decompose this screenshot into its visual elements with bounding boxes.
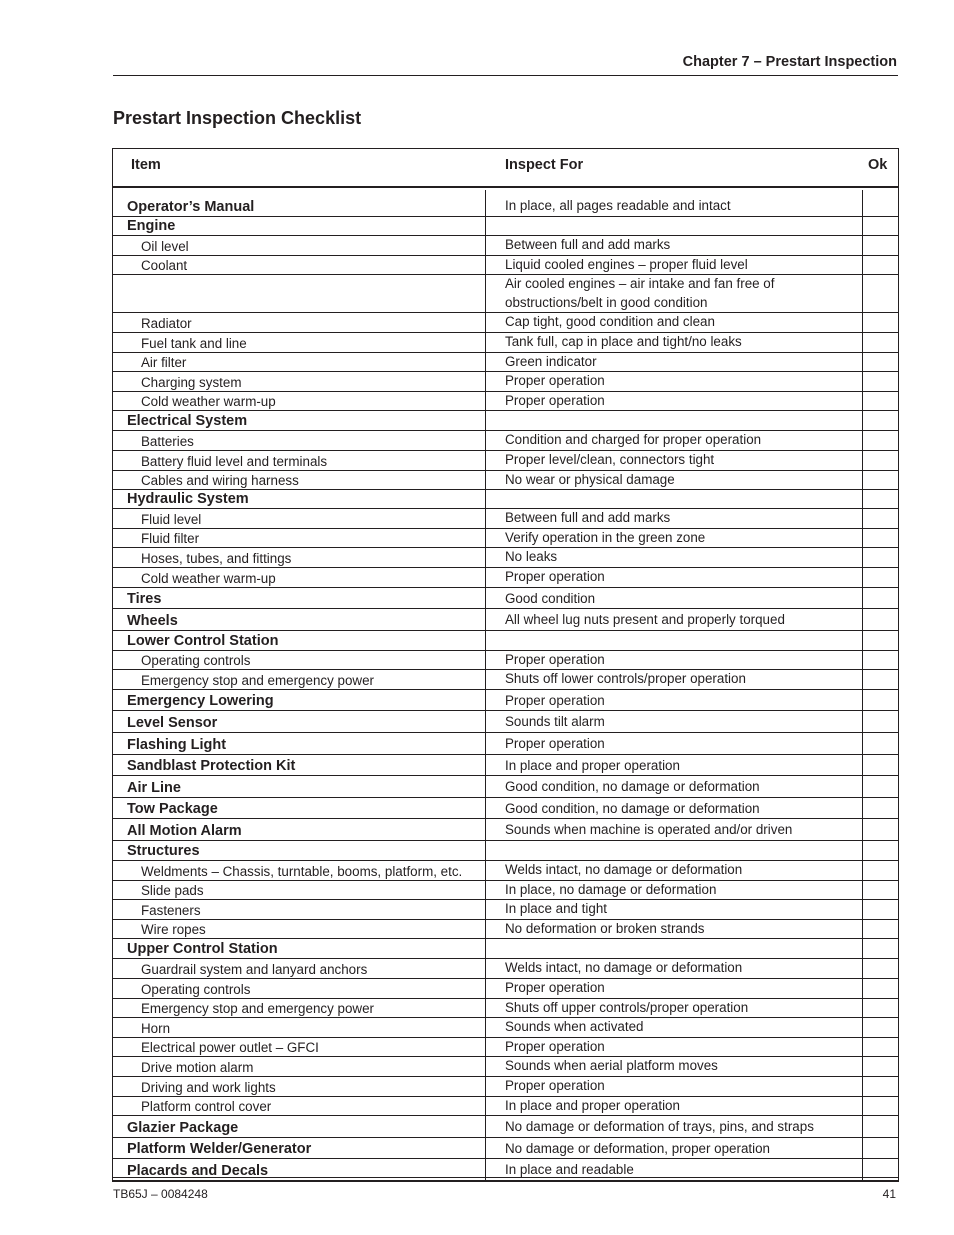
table-row — [113, 979, 898, 999]
page-title: Prestart Inspection Checklist — [113, 108, 362, 128]
inspect-for-text: In place, all pages readable and intact — [486, 190, 862, 217]
item-subitem — [113, 275, 486, 313]
item-category: Air Line — [113, 776, 486, 798]
column-header-item: Item — [131, 157, 161, 173]
table-row — [113, 490, 898, 509]
table-row — [113, 548, 898, 568]
ok-checkbox-cell[interactable] — [862, 631, 898, 651]
item-category: Level Sensor — [113, 711, 486, 733]
ok-checkbox-cell[interactable] — [862, 1077, 898, 1097]
inspect-for-text: Shuts off upper controls/proper operation — [486, 999, 862, 1019]
inspect-for-text: Good condition, no damage or deformation — [486, 798, 862, 820]
item-subitem: Fluid filter — [113, 529, 486, 549]
chapter-heading: Chapter 7 – Prestart Inspection — [682, 54, 897, 70]
inspect-cell — [486, 959, 898, 979]
table-row — [113, 275, 898, 313]
inspect-cell — [486, 451, 898, 471]
ok-checkbox-cell[interactable] — [862, 900, 898, 920]
inspect-cell — [486, 920, 898, 940]
inspect-for-text: Welds intact, no damage or deformation — [486, 959, 862, 979]
inspect-cell — [486, 1097, 898, 1117]
table-row — [113, 431, 898, 451]
table-row — [113, 1038, 898, 1058]
inspect-cell — [486, 236, 898, 256]
inspect-for-text: Cap tight, good condition and clean — [486, 313, 862, 333]
inspect-cell — [486, 431, 898, 451]
inspect-cell — [486, 733, 898, 755]
item-subitem: Platform control cover — [113, 1097, 486, 1117]
item-subitem: Cold weather warm-up — [113, 568, 486, 588]
ok-checkbox-cell[interactable] — [862, 509, 898, 529]
table-row — [113, 861, 898, 881]
inspect-cell — [486, 333, 898, 353]
inspect-for-text: In place and readable — [486, 1159, 862, 1181]
table-row — [113, 313, 898, 333]
inspect-cell — [486, 670, 898, 690]
table-row — [113, 236, 898, 256]
inspect-cell — [486, 651, 898, 671]
ok-checkbox-cell[interactable] — [862, 1057, 898, 1077]
ok-checkbox-cell[interactable] — [862, 548, 898, 568]
item-category: Lower Control Station — [113, 631, 486, 651]
inspect-cell — [486, 217, 898, 236]
inspect-for-text: Good condition, no damage or deformation — [486, 776, 862, 798]
item-subitem: Fuel tank and line — [113, 333, 486, 353]
table-row — [113, 471, 898, 491]
ok-checkbox-cell[interactable] — [862, 959, 898, 979]
ok-checkbox-cell[interactable] — [862, 236, 898, 256]
item-subitem: Slide pads — [113, 881, 486, 901]
item-subitem: Emergency stop and emergency power — [113, 670, 486, 690]
inspect-cell — [486, 798, 898, 820]
item-category: Electrical System — [113, 411, 486, 431]
item-category: Glazier Package — [113, 1116, 486, 1138]
table-row — [113, 568, 898, 588]
item-subitem: Horn — [113, 1018, 486, 1038]
table-row — [113, 651, 898, 671]
inspect-cell — [486, 190, 898, 217]
document-id: TB65J – 0084248 — [113, 1187, 208, 1201]
table-row — [113, 1097, 898, 1117]
ok-checkbox-cell[interactable] — [862, 609, 898, 631]
item-subitem: Driving and work lights — [113, 1077, 486, 1097]
ok-checkbox-cell[interactable] — [862, 755, 898, 777]
inspect-cell — [486, 776, 898, 798]
inspect-for-text: Air cooled engines – air intake and fan free of obstructions/belt in good condition — [486, 275, 862, 313]
ok-checkbox-cell[interactable] — [862, 819, 898, 841]
ok-checkbox-cell[interactable] — [862, 411, 898, 431]
inspect-for-text: No wear or physical damage — [486, 471, 862, 491]
inspect-for-text: Tank full, cap in place and tight/no leaks — [486, 333, 862, 353]
table-row — [113, 451, 898, 471]
item-category: Tires — [113, 588, 486, 610]
inspect-cell — [486, 1038, 898, 1058]
inspect-cell — [486, 609, 898, 631]
table-row — [113, 841, 898, 861]
table-row — [113, 999, 898, 1019]
table-header — [113, 149, 898, 188]
inspect-cell — [486, 631, 898, 651]
table-row — [113, 798, 898, 820]
item-subitem: Fasteners — [113, 900, 486, 920]
item-subitem: Battery fluid level and terminals — [113, 451, 486, 471]
inspect-cell — [486, 1018, 898, 1038]
inspect-for-text: In place and tight — [486, 900, 862, 920]
inspect-for-text: No damage or deformation of trays, pins, and straps — [486, 1116, 862, 1138]
ok-checkbox-cell[interactable] — [862, 651, 898, 671]
inspect-for-text: Sounds when machine is operated and/or driven — [486, 819, 862, 841]
table-row — [113, 881, 898, 901]
ok-checkbox-cell[interactable] — [862, 217, 898, 236]
item-subitem: Batteries — [113, 431, 486, 451]
item-category: Emergency Lowering — [113, 690, 486, 712]
ok-checkbox-cell[interactable] — [862, 313, 898, 333]
inspect-for-text — [486, 411, 862, 431]
inspect-for-text: Sounds when aerial platform moves — [486, 1057, 862, 1077]
inspect-cell — [486, 711, 898, 733]
inspect-for-text: Shuts off lower controls/proper operation — [486, 670, 862, 690]
inspect-for-text: Proper operation — [486, 979, 862, 999]
column-header-ok: Ok — [868, 157, 888, 173]
ok-checkbox-cell[interactable] — [862, 353, 898, 373]
item-category: Platform Welder/Generator — [113, 1138, 486, 1160]
inspect-for-text: Green indicator — [486, 353, 862, 373]
inspect-for-text: Sounds when activated — [486, 1018, 862, 1038]
inspect-cell — [486, 1077, 898, 1097]
inspect-for-text: Verify operation in the green zone — [486, 529, 862, 549]
inspect-for-text: Condition and charged for proper operation — [486, 431, 862, 451]
inspect-cell — [486, 1116, 898, 1138]
ok-checkbox-cell[interactable] — [862, 451, 898, 471]
table-row — [113, 509, 898, 529]
inspect-for-text: Between full and add marks — [486, 236, 862, 256]
ok-checkbox-cell[interactable] — [862, 256, 898, 276]
inspect-for-text: Liquid cooled engines – proper fluid level — [486, 256, 862, 276]
inspect-for-text: Proper operation — [486, 392, 862, 412]
checklist-table — [112, 148, 899, 1182]
table-row — [113, 819, 898, 841]
inspect-cell — [486, 881, 898, 901]
table-row — [113, 690, 898, 712]
inspect-cell — [486, 900, 898, 920]
ok-checkbox-cell[interactable] — [862, 1116, 898, 1138]
ok-checkbox-cell[interactable] — [862, 372, 898, 392]
table-row — [113, 529, 898, 549]
item-subitem: Charging system — [113, 372, 486, 392]
ok-checkbox-cell[interactable] — [862, 275, 898, 313]
item-subitem: Wire ropes — [113, 920, 486, 940]
table-row — [113, 1077, 898, 1097]
inspect-for-text: Proper operation — [486, 568, 862, 588]
item-subitem: Electrical power outlet – GFCI — [113, 1038, 486, 1058]
item-subitem: Coolant — [113, 256, 486, 276]
inspect-for-text — [486, 841, 862, 861]
inspect-for-text: No leaks — [486, 548, 862, 568]
inspect-for-text: No damage or deformation, proper operation — [486, 1138, 862, 1160]
item-subitem: Drive motion alarm — [113, 1057, 486, 1077]
inspect-for-text: Proper operation — [486, 372, 862, 392]
ok-checkbox-cell[interactable] — [862, 999, 898, 1019]
table-row — [113, 411, 898, 431]
table-row — [113, 755, 898, 777]
item-subitem: Hoses, tubes, and fittings — [113, 548, 486, 568]
table-row — [113, 333, 898, 353]
inspect-for-text: Welds intact, no damage or deformation — [486, 861, 862, 881]
item-subitem: Cold weather warm-up — [113, 392, 486, 412]
inspect-cell — [486, 841, 898, 861]
item-category: Operator’s Manual — [113, 190, 486, 217]
inspect-cell — [486, 1057, 898, 1077]
inspect-cell — [486, 509, 898, 529]
ok-checkbox-cell[interactable] — [862, 1018, 898, 1038]
ok-checkbox-cell[interactable] — [862, 939, 898, 959]
ok-checkbox-cell[interactable] — [862, 333, 898, 353]
item-subitem: Weldments – Chassis, turntable, booms, platform, etc. — [113, 861, 486, 881]
inspect-for-text — [486, 490, 862, 509]
item-subitem: Operating controls — [113, 979, 486, 999]
table-row — [113, 372, 898, 392]
ok-checkbox-cell[interactable] — [862, 861, 898, 881]
table-row — [113, 670, 898, 690]
inspect-for-text: Proper level/clean, connectors tight — [486, 451, 862, 471]
table-row — [113, 353, 898, 373]
inspect-for-text — [486, 939, 862, 959]
ok-checkbox-cell[interactable] — [862, 979, 898, 999]
page-number: 41 — [882, 1187, 896, 1201]
table-row — [113, 959, 898, 979]
table-row — [113, 920, 898, 940]
inspect-for-text: Proper operation — [486, 690, 862, 712]
ok-checkbox-cell[interactable] — [862, 881, 898, 901]
item-subitem: Cables and wiring harness — [113, 471, 486, 491]
inspect-for-text: In place and proper operation — [486, 755, 862, 777]
inspect-cell — [486, 529, 898, 549]
inspect-for-text: Sounds tilt alarm — [486, 711, 862, 733]
inspect-cell — [486, 999, 898, 1019]
inspect-for-text: All wheel lug nuts present and properly torqued — [486, 609, 862, 631]
ok-checkbox-cell[interactable] — [862, 1038, 898, 1058]
header-rule — [113, 75, 898, 76]
inspect-cell — [486, 392, 898, 412]
inspect-cell — [486, 372, 898, 392]
ok-checkbox-cell[interactable] — [862, 711, 898, 733]
ok-checkbox-cell[interactable] — [862, 190, 898, 217]
inspect-cell — [486, 819, 898, 841]
table-row — [113, 900, 898, 920]
inspect-cell — [486, 411, 898, 431]
table-row — [113, 1057, 898, 1077]
inspect-for-text: Proper operation — [486, 651, 862, 671]
item-category: Tow Package — [113, 798, 486, 820]
inspect-for-text — [486, 217, 862, 236]
table-row — [113, 256, 898, 276]
inspect-cell — [486, 471, 898, 491]
table-row — [113, 711, 898, 733]
ok-checkbox-cell[interactable] — [862, 920, 898, 940]
inspect-for-text: Proper operation — [486, 1077, 862, 1097]
inspect-for-text: Between full and add marks — [486, 509, 862, 529]
inspect-for-text — [486, 631, 862, 651]
inspect-for-text: No deformation or broken strands — [486, 920, 862, 940]
ok-checkbox-cell[interactable] — [862, 588, 898, 610]
inspect-cell — [486, 690, 898, 712]
item-subitem: Radiator — [113, 313, 486, 333]
item-category: All Motion Alarm — [113, 819, 486, 841]
inspect-cell — [486, 490, 898, 509]
item-subitem: Fluid level — [113, 509, 486, 529]
inspect-cell — [486, 353, 898, 373]
inspect-cell — [486, 568, 898, 588]
item-subitem: Oil level — [113, 236, 486, 256]
inspect-cell — [486, 979, 898, 999]
ok-checkbox-cell[interactable] — [862, 841, 898, 861]
inspect-cell — [486, 1138, 898, 1160]
table-row — [113, 588, 898, 610]
inspect-cell — [486, 939, 898, 959]
footer-rule — [113, 1177, 898, 1178]
ok-checkbox-cell[interactable] — [862, 776, 898, 798]
ok-checkbox-cell[interactable] — [862, 529, 898, 549]
item-subitem: Emergency stop and emergency power — [113, 999, 486, 1019]
ok-checkbox-cell[interactable] — [862, 798, 898, 820]
ok-checkbox-cell[interactable] — [862, 431, 898, 451]
ok-checkbox-cell[interactable] — [862, 1138, 898, 1160]
table-row — [113, 609, 898, 631]
item-category: Sandblast Protection Kit — [113, 755, 486, 777]
item-category: Hydraulic System — [113, 490, 486, 509]
inspect-cell — [486, 313, 898, 333]
item-category: Engine — [113, 217, 486, 236]
inspect-cell — [486, 588, 898, 610]
inspect-cell — [486, 548, 898, 568]
inspect-for-text: Good condition — [486, 588, 862, 610]
item-category: Upper Control Station — [113, 939, 486, 959]
table-row — [113, 1116, 898, 1138]
inspect-for-text: Proper operation — [486, 733, 862, 755]
item-category: Placards and Decals — [113, 1159, 486, 1181]
table-row — [113, 217, 898, 236]
ok-checkbox-cell[interactable] — [862, 490, 898, 509]
ok-checkbox-cell[interactable] — [862, 471, 898, 491]
ok-checkbox-cell[interactable] — [862, 733, 898, 755]
inspect-for-text: Proper operation — [486, 1038, 862, 1058]
item-subitem: Air filter — [113, 353, 486, 373]
inspect-cell — [486, 256, 898, 276]
ok-checkbox-cell[interactable] — [862, 670, 898, 690]
table-row — [113, 392, 898, 412]
table-row — [113, 631, 898, 651]
table-row — [113, 776, 898, 798]
ok-checkbox-cell[interactable] — [862, 568, 898, 588]
table-row — [113, 190, 898, 217]
table-row — [113, 1138, 898, 1160]
ok-checkbox-cell[interactable] — [862, 392, 898, 412]
table-row — [113, 733, 898, 755]
table-body — [113, 188, 898, 1181]
item-category: Wheels — [113, 609, 486, 631]
item-subitem: Guardrail system and lanyard anchors — [113, 959, 486, 979]
item-subitem: Operating controls — [113, 651, 486, 671]
table-row — [113, 1018, 898, 1038]
ok-checkbox-cell[interactable] — [862, 1097, 898, 1117]
item-category: Structures — [113, 841, 486, 861]
item-category: Flashing Light — [113, 733, 486, 755]
inspect-cell — [486, 861, 898, 881]
inspect-cell — [486, 755, 898, 777]
table-row — [113, 939, 898, 959]
inspect-cell — [486, 275, 898, 313]
inspect-for-text: In place and proper operation — [486, 1097, 862, 1117]
column-header-inspect-for: Inspect For — [505, 157, 584, 173]
ok-checkbox-cell[interactable] — [862, 690, 898, 712]
inspect-for-text: In place, no damage or deformation — [486, 881, 862, 901]
